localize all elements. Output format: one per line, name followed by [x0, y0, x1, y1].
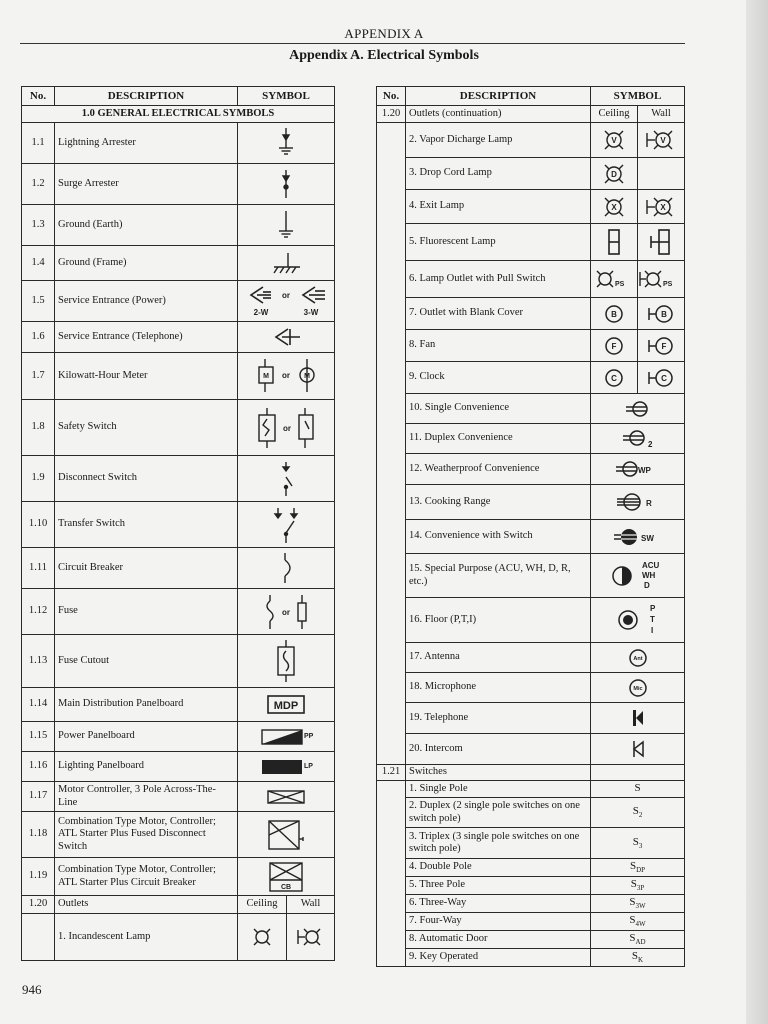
disconnect-switch-symbol: [238, 456, 335, 502]
svg-text:C: C: [661, 373, 667, 383]
svg-text:D: D: [611, 169, 617, 179]
row-description: 15. Special Purpose (ACU, WH, D, R, etc.): [406, 554, 591, 598]
svg-text:X: X: [660, 202, 666, 212]
switch-symbol: $S_K$: [591, 949, 685, 967]
svg-text:I: I: [650, 626, 653, 635]
svg-text:WH: WH: [641, 570, 655, 580]
table-row: [377, 158, 685, 190]
table-row: [22, 722, 335, 752]
table-row: [377, 765, 685, 781]
pull-switch-ceiling-symbol: [591, 261, 638, 298]
col-no-header: No.: [377, 87, 406, 106]
fuse-cutout-symbol: [238, 635, 335, 688]
row-description: Main Distribution Panelboard: [55, 688, 238, 722]
row-number: 1.17: [22, 782, 55, 812]
row-description: 17. Antenna: [406, 643, 591, 673]
table-row: [377, 520, 685, 554]
row-description: Transfer Switch: [55, 502, 238, 548]
circuit-breaker-symbol: [238, 548, 335, 589]
svg-text:R: R: [645, 499, 652, 508]
row-description: Ground (Frame): [55, 246, 238, 281]
table-row: [22, 914, 335, 961]
table-row: [377, 798, 685, 828]
table-row: [377, 261, 685, 298]
row-description: Outlets: [55, 896, 238, 914]
row-description: 7. Four-Way: [406, 913, 591, 931]
row-number: 1.4: [22, 246, 55, 281]
table-row: [377, 190, 685, 224]
table-row: [377, 224, 685, 261]
svg-text:PS: PS: [615, 281, 625, 288]
table-row: [22, 589, 335, 635]
mdp-label: MDP: [273, 699, 299, 712]
row-number: 1.15: [22, 722, 55, 752]
table-row: [22, 548, 335, 589]
row-description: 18. Microphone: [406, 673, 591, 703]
table-row: [377, 931, 685, 949]
page-number: 946: [22, 982, 42, 997]
switch-symbol: $S_{3P}$: [591, 877, 685, 895]
svg-text:B: B: [661, 309, 667, 319]
page-title: Appendix A. Electrical Symbols: [289, 48, 479, 63]
meter-m-label: M: [263, 373, 269, 380]
incandescent-wall-symbol: [287, 914, 335, 961]
row-description: Outlets (continuation): [406, 106, 591, 123]
table-row: [377, 673, 685, 703]
pp-label: PP: [304, 732, 314, 740]
table-row: [377, 859, 685, 877]
or-label: or: [282, 291, 290, 300]
row-description: Fuse: [55, 589, 238, 635]
table-row: [377, 394, 685, 424]
ceiling-header: Ceiling: [591, 106, 638, 123]
pull-switch-wall-symbol: [638, 261, 685, 298]
weatherproof-convenience-symbol: [591, 454, 685, 485]
table-row: [22, 353, 335, 400]
svg-text:V: V: [611, 136, 617, 145]
row-description: Lighting Panelboard: [55, 752, 238, 782]
wall-header: Wall: [287, 896, 335, 914]
row-number: 1.11: [22, 548, 55, 589]
row-number: 1.21: [377, 765, 406, 781]
row-description: 9. Key Operated: [406, 949, 591, 967]
two-wire-label: 2-W: [253, 308, 269, 317]
row-description: Switches: [406, 765, 591, 781]
three-wire-label: 3-W: [303, 308, 319, 317]
blank-cover-ceiling-symbol: [591, 298, 638, 330]
table-row: [22, 281, 335, 322]
fluorescent-lamp-ceiling-symbol: [591, 224, 638, 261]
microphone-symbol: [591, 673, 685, 703]
row-description: 6. Lamp Outlet with Pull Switch: [406, 261, 591, 298]
col-symbol-header: SYMBOL: [238, 87, 335, 106]
row-description: 4. Double Pole: [406, 859, 591, 877]
svg-text:C: C: [611, 373, 617, 383]
wall-header: Wall: [638, 106, 685, 123]
row-number: 1.13: [22, 635, 55, 688]
svg-text:PS: PS: [663, 281, 673, 288]
table-row: [22, 752, 335, 782]
lighting-panelboard-symbol: [238, 752, 335, 782]
table-row: [377, 485, 685, 520]
row-number: 1.12: [22, 589, 55, 635]
table-row: [22, 858, 335, 896]
table-row: [22, 782, 335, 812]
svg-text:SW: SW: [640, 533, 654, 543]
lightning-arrester-symbol: [238, 123, 335, 164]
col-description-header: DESCRIPTION: [406, 87, 591, 106]
fan-wall-symbol: [638, 330, 685, 362]
meter-m-label: M: [304, 373, 310, 380]
table-row: [377, 123, 685, 158]
power-panelboard-symbol: [238, 722, 335, 752]
svg-text:V: V: [660, 136, 666, 145]
row-number: 1.20: [377, 106, 406, 123]
row-description: Lightning Arrester: [55, 123, 238, 164]
row-description: 1. Incandescent Lamp: [55, 914, 238, 961]
row-number: 1.8: [22, 400, 55, 456]
ceiling-header: Ceiling: [238, 896, 287, 914]
or-label: or: [283, 423, 291, 433]
table-row: [22, 400, 335, 456]
col-no-header: No.: [22, 87, 55, 106]
row-description: 3. Drop Cord Lamp: [406, 158, 591, 190]
svg-text:B: B: [611, 309, 617, 319]
table-row: [377, 913, 685, 931]
row-description: Safety Switch: [55, 400, 238, 456]
row-description: Surge Arrester: [55, 164, 238, 205]
table-row: [377, 454, 685, 485]
atl-starter-cb-symbol: [238, 858, 335, 896]
service-entrance-power-symbol: [238, 281, 335, 322]
row-description: 19. Telephone: [406, 703, 591, 734]
switch-symbol: $S_{3W}$: [591, 895, 685, 913]
row-description: 13. Cooking Range: [406, 485, 591, 520]
row-description: 1. Single Pole: [406, 781, 591, 798]
intercom-symbol: [591, 734, 685, 765]
antenna-symbol: [591, 643, 685, 673]
row-number: 1.1: [22, 123, 55, 164]
table-row: [22, 164, 335, 205]
table-row: [22, 635, 335, 688]
exit-lamp-wall-symbol: [638, 190, 685, 224]
fan-ceiling-symbol: [591, 330, 638, 362]
switch-symbol: $S_{DP}$: [591, 859, 685, 877]
switch-symbol: $S_2$: [591, 798, 685, 828]
table-row: [22, 246, 335, 281]
svg-text:WP: WP: [637, 466, 651, 475]
vapor-lamp-wall-symbol: [638, 123, 685, 158]
general-symbols-table: [21, 86, 335, 961]
row-number: 1.7: [22, 353, 55, 400]
table-row: [377, 734, 685, 765]
table-row: [377, 703, 685, 734]
incandescent-ceiling-symbol: [238, 914, 287, 961]
svg-text:D: D: [643, 580, 650, 590]
table-row: [377, 781, 685, 798]
table-row: [377, 298, 685, 330]
clock-ceiling-symbol: [591, 362, 638, 394]
row-description: Combination Type Motor, Controller; ATL Starter Plus Fused Disconnect Switch: [55, 812, 238, 858]
special-purpose-symbol: [591, 554, 685, 598]
table-row: [377, 828, 685, 859]
or-label: or: [282, 371, 290, 380]
table-row: [377, 643, 685, 673]
row-number: 1.3: [22, 205, 55, 246]
or-label: or: [282, 607, 290, 617]
row-description: 9. Clock: [406, 362, 591, 394]
fluorescent-lamp-wall-symbol: [638, 224, 685, 261]
row-description: 11. Duplex Convenience: [406, 424, 591, 454]
cb-label: CB: [280, 883, 292, 891]
blank-cover-wall-symbol: [638, 298, 685, 330]
surge-arrester-symbol: [238, 164, 335, 205]
table-row: [377, 424, 685, 454]
row-description: Power Panelboard: [55, 722, 238, 752]
telephone-symbol: [591, 703, 685, 734]
row-description: 6. Three-Way: [406, 895, 591, 913]
row-number: 1.19: [22, 858, 55, 896]
table-row: [22, 322, 335, 353]
svg-text:P: P: [649, 604, 655, 613]
table-row: [22, 688, 335, 722]
lp-label: LP: [304, 762, 313, 770]
section-heading: 1.0 GENERAL ELECTRICAL SYMBOLS: [22, 106, 335, 123]
row-description: Fuse Cutout: [55, 635, 238, 688]
single-convenience-symbol: [591, 394, 685, 424]
ground-frame-symbol: [238, 246, 335, 281]
table-row: [377, 330, 685, 362]
switch-symbol: $S_{AD}$: [591, 931, 685, 949]
svg-text:X: X: [611, 202, 617, 212]
row-description: Disconnect Switch: [55, 456, 238, 502]
row-description: 3. Triplex (3 single pole switches on one switch pole): [406, 828, 591, 859]
safety-switch-symbol: [238, 400, 335, 456]
row-description: 2. Duplex (2 single pole switches on one switch pole): [406, 798, 591, 828]
floor-outlet-symbol: [591, 598, 685, 643]
table-row: [22, 502, 335, 548]
svg-text:ACU: ACU: [641, 560, 659, 570]
row-number: 1.9: [22, 456, 55, 502]
col-description-header: DESCRIPTION: [55, 87, 238, 106]
service-entrance-telephone-symbol: [238, 322, 335, 353]
row-description: 7. Outlet with Blank Cover: [406, 298, 591, 330]
table-row: [377, 895, 685, 913]
switch-symbol: $S_3$: [591, 828, 685, 859]
row-description: 5. Fluorescent Lamp: [406, 224, 591, 261]
row-number: 1.16: [22, 752, 55, 782]
row-description: 12. Weatherproof Convenience: [406, 454, 591, 485]
row-description: 2. Vapor Dicharge Lamp: [406, 123, 591, 158]
table-row: [22, 896, 335, 914]
mdp-symbol: [238, 688, 335, 722]
row-description: Service Entrance (Power): [55, 281, 238, 322]
kilowatt-hour-meter-symbol: [238, 353, 335, 400]
atl-starter-fused-symbol: [238, 812, 335, 858]
row-description: Ground (Earth): [55, 205, 238, 246]
vapor-lamp-ceiling-symbol: [591, 123, 638, 158]
row-description: 4. Exit Lamp: [406, 190, 591, 224]
row-number: 1.14: [22, 688, 55, 722]
table-row: [22, 456, 335, 502]
page-edge-shadow: [746, 0, 768, 1024]
row-description: 20. Intercom: [406, 734, 591, 765]
drop-cord-lamp-ceiling-symbol: [591, 158, 638, 190]
row-description: Service Entrance (Telephone): [55, 322, 238, 353]
svg-text:T: T: [649, 615, 655, 624]
ground-earth-symbol: [238, 205, 335, 246]
row-description: 16. Floor (P,T,I): [406, 598, 591, 643]
outlets-switches-table: [376, 86, 685, 967]
table-row: [377, 362, 685, 394]
row-description: Kilowatt-Hour Meter: [55, 353, 238, 400]
row-number: 1.5: [22, 281, 55, 322]
row-description: 8. Fan: [406, 330, 591, 362]
table-row: [22, 205, 335, 246]
running-header: APPENDIX A: [344, 26, 424, 41]
header-rule: [20, 43, 685, 44]
switch-symbol: $S_{4W}$: [591, 913, 685, 931]
fuse-symbol: [238, 589, 335, 635]
col-symbol-header: SYMBOL: [591, 87, 685, 106]
row-description: 10. Single Convenience: [406, 394, 591, 424]
row-number: 1.18: [22, 812, 55, 858]
row-description: 8. Automatic Door: [406, 931, 591, 949]
svg-text:F: F: [661, 341, 667, 351]
svg-text:F: F: [611, 341, 617, 351]
convenience-with-switch-symbol: [591, 520, 685, 554]
table-row: [377, 598, 685, 643]
row-description: Circuit Breaker: [55, 548, 238, 589]
duplex-convenience-symbol: [591, 424, 685, 454]
transfer-switch-symbol: [238, 502, 335, 548]
exit-lamp-ceiling-symbol: [591, 190, 638, 224]
table-row: [22, 812, 335, 858]
table-row: [377, 949, 685, 967]
table-row: [22, 123, 335, 164]
svg-text:Mic: Mic: [632, 685, 643, 692]
svg-text:Ant: Ant: [632, 655, 643, 662]
row-number: 1.6: [22, 322, 55, 353]
cooking-range-symbol: [591, 485, 685, 520]
switch-symbol: S: [591, 781, 685, 798]
row-description: Combination Type Motor, Controller; ATL Starter Plus Circuit Breaker: [55, 858, 238, 896]
svg-text:2: 2: [647, 439, 652, 449]
table-row: [377, 554, 685, 598]
row-description: 14. Convenience with Switch: [406, 520, 591, 554]
row-number: 1.2: [22, 164, 55, 205]
row-description: 5. Three Pole: [406, 877, 591, 895]
motor-controller-symbol: [238, 782, 335, 812]
row-number: 1.20: [22, 896, 55, 914]
row-description: Motor Controller, 3 Pole Across-The-Line: [55, 782, 238, 812]
row-number: 1.10: [22, 502, 55, 548]
table-row: [377, 877, 685, 895]
clock-wall-symbol: [638, 362, 685, 394]
